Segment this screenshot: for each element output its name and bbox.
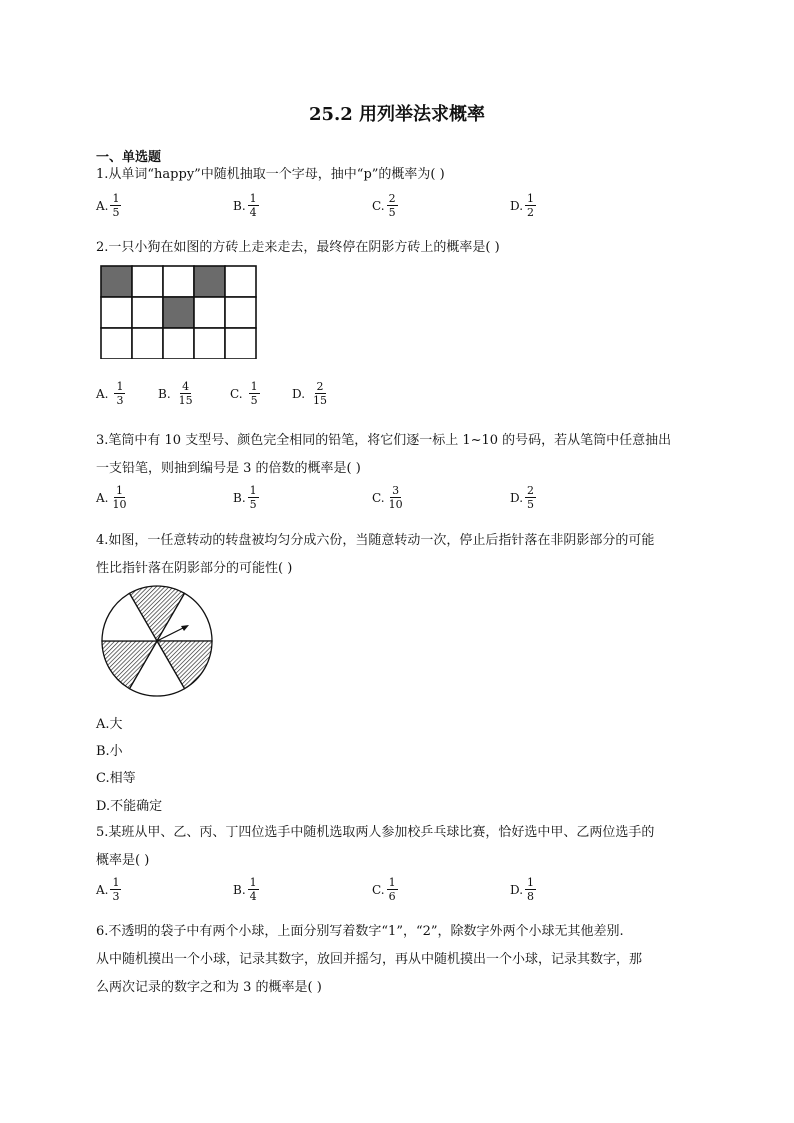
q5-option-c[interactable] bbox=[372, 876, 398, 903]
fraction bbox=[177, 380, 195, 407]
q4-option-c[interactable]: C.相等 bbox=[96, 771, 136, 786]
tile bbox=[101, 328, 132, 359]
option-label: B. bbox=[233, 882, 246, 897]
q3-option-d[interactable] bbox=[510, 484, 536, 511]
denominator: 15 bbox=[178, 394, 193, 407]
tile bbox=[194, 297, 225, 328]
option-label: C. bbox=[372, 198, 385, 213]
question-6-line-2: 从中随机摸出一个小球，记录其数字，放回并摇匀，再从中随机摸出一个小球，记录其数字，那 bbox=[96, 952, 643, 967]
tile bbox=[132, 297, 163, 328]
q1-option-d[interactable] bbox=[510, 192, 536, 219]
denominator: 2 bbox=[527, 206, 535, 219]
tile bbox=[132, 266, 163, 297]
option-label: C. bbox=[372, 882, 385, 897]
fraction bbox=[311, 380, 329, 407]
q5-option-d[interactable] bbox=[510, 876, 536, 903]
numerator: 2 bbox=[388, 192, 396, 205]
denominator: 5 bbox=[249, 498, 257, 511]
tile bbox=[132, 328, 163, 359]
numerator: 1 bbox=[250, 380, 258, 393]
numerator: 1 bbox=[116, 380, 124, 393]
fraction bbox=[387, 192, 398, 219]
numerator: 1 bbox=[388, 876, 396, 889]
shaded-tile bbox=[101, 266, 132, 297]
denominator: 3 bbox=[116, 394, 124, 407]
fraction bbox=[110, 484, 128, 511]
q4-option-b[interactable]: B.小 bbox=[96, 744, 123, 759]
denominator: 8 bbox=[527, 890, 535, 903]
denominator: 5 bbox=[388, 206, 396, 219]
option-label: D. bbox=[510, 490, 524, 505]
denominator: 5 bbox=[527, 498, 535, 511]
question-3-line-1: 3.笔筒中有 10 支型号、颜色完全相同的铅笔，将它们逐一标上 1~10 的号码，若从笔筒中任意抽出 bbox=[96, 433, 672, 448]
question-4-line-2: 性比指针落在阴影部分的可能性( ) bbox=[96, 561, 293, 576]
q3-option-a[interactable] bbox=[96, 484, 128, 511]
tile bbox=[194, 328, 225, 359]
option-label: D. bbox=[292, 386, 306, 401]
question-6-line-3: 么两次记录的数字之和为 3 的概率是( ) bbox=[96, 980, 322, 995]
option-label: B. bbox=[233, 198, 246, 213]
denominator: 10 bbox=[112, 498, 127, 511]
option-label: D. bbox=[510, 198, 524, 213]
numerator: 1 bbox=[115, 484, 123, 497]
numerator: 1 bbox=[249, 484, 257, 497]
numerator: 4 bbox=[182, 380, 190, 393]
numerator: 1 bbox=[112, 192, 120, 205]
question-5-line-1: 5.某班从甲、乙、丙、丁四位选手中随机选取两人参加校乒乓球比赛，恰好选中甲、乙两位选手的 bbox=[96, 825, 655, 840]
q3-option-b[interactable] bbox=[233, 484, 259, 511]
section-heading: 一、单选题 bbox=[96, 150, 162, 165]
tile bbox=[225, 297, 256, 328]
question-3-line-2: 一支铅笔，则抽到编号是 3 的倍数的概率是( ) bbox=[96, 461, 361, 476]
option-label: C. bbox=[372, 490, 385, 505]
fraction bbox=[387, 876, 398, 903]
question-2-text: 2.一只小狗在如图的方砖上走来走去，最终停在阴影方砖上的概率是( ) bbox=[96, 240, 500, 255]
question-4-line-1: 4.如图，一任意转动的转盘被均匀分成六份，当随意转动一次，停止后指针落在非阴影部分的可能 bbox=[96, 533, 655, 548]
numerator: 1 bbox=[249, 876, 257, 889]
tile bbox=[163, 266, 194, 297]
fraction bbox=[249, 380, 260, 407]
q2-option-c[interactable] bbox=[230, 380, 260, 407]
question-6-line-1: 6.不透明的袋子中有两个小球，上面分别写着数字“1”，“2”，除数字外两个小球无其他差别. bbox=[96, 924, 624, 939]
denominator: 10 bbox=[388, 498, 403, 511]
question-1-text: 1.从单词“happy”中随机抽取一个字母，抽中“p”的概率为( ) bbox=[96, 167, 445, 182]
numerator: 1 bbox=[527, 192, 535, 205]
tile bbox=[163, 328, 194, 359]
denominator: 6 bbox=[388, 890, 396, 903]
option-label: A. bbox=[96, 490, 109, 505]
numerator: 1 bbox=[249, 192, 257, 205]
option-label: D. bbox=[510, 882, 524, 897]
shaded-tile bbox=[163, 297, 194, 328]
fraction bbox=[248, 876, 259, 903]
denominator: 15 bbox=[313, 394, 328, 407]
shaded-tile bbox=[194, 266, 225, 297]
option-label: B. bbox=[158, 386, 171, 401]
option-label: A. bbox=[96, 882, 109, 897]
numerator: 3 bbox=[392, 484, 400, 497]
q2-option-d[interactable] bbox=[292, 380, 329, 407]
numerator: 2 bbox=[316, 380, 324, 393]
q2-option-b[interactable] bbox=[158, 380, 195, 407]
option-label: C. bbox=[230, 386, 243, 401]
fraction bbox=[387, 484, 405, 511]
fraction bbox=[525, 192, 536, 219]
option-label: A. bbox=[96, 198, 109, 213]
denominator: 4 bbox=[249, 206, 257, 219]
tile bbox=[225, 266, 256, 297]
fraction bbox=[114, 380, 125, 407]
fraction bbox=[525, 484, 536, 511]
option-label: A. bbox=[96, 386, 109, 401]
q2-option-a[interactable] bbox=[96, 380, 125, 407]
fraction bbox=[110, 876, 121, 903]
fraction bbox=[248, 484, 259, 511]
tile-grid bbox=[101, 266, 256, 359]
tile bbox=[101, 297, 132, 328]
q1-option-b[interactable] bbox=[233, 192, 259, 219]
question-5-line-2: 概率是( ) bbox=[96, 853, 150, 868]
q1-option-a[interactable] bbox=[96, 192, 121, 219]
q4-option-d[interactable]: D.不能确定 bbox=[96, 799, 163, 814]
numerator: 1 bbox=[112, 876, 120, 889]
denominator: 4 bbox=[249, 890, 257, 903]
option-label: B. bbox=[233, 490, 246, 505]
denominator: 3 bbox=[112, 890, 120, 903]
page-title: 25.2 用列举法求概率 bbox=[308, 104, 486, 125]
fraction bbox=[525, 876, 536, 903]
tile bbox=[225, 328, 256, 359]
denominator: 5 bbox=[112, 206, 120, 219]
spinner-figure bbox=[95, 584, 219, 698]
q5-option-a[interactable] bbox=[96, 876, 121, 903]
tile-grid-figure bbox=[100, 265, 258, 359]
fraction bbox=[248, 192, 259, 219]
q4-option-a[interactable]: A.大 bbox=[96, 717, 123, 732]
fraction bbox=[110, 192, 121, 219]
denominator: 5 bbox=[250, 394, 258, 407]
q5-option-b[interactable] bbox=[233, 876, 259, 903]
numerator: 1 bbox=[527, 876, 535, 889]
q3-option-c[interactable] bbox=[372, 484, 405, 511]
q1-option-c[interactable] bbox=[372, 192, 398, 219]
numerator: 2 bbox=[527, 484, 535, 497]
